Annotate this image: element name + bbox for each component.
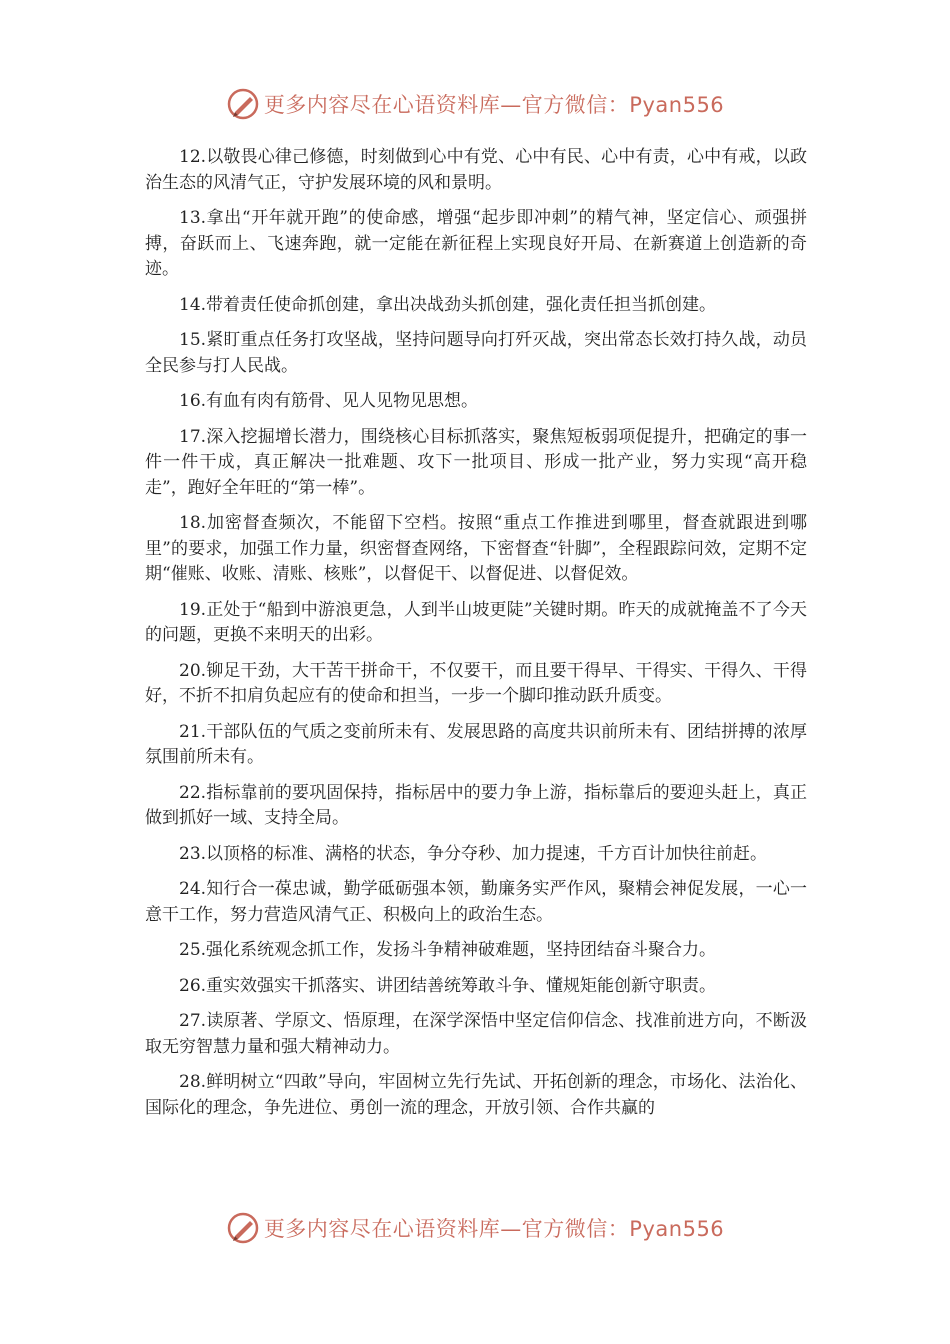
pen-logo-icon — [226, 87, 260, 121]
paragraph: 12.以敬畏心律己修德，时刻做到心中有党、心中有民、心中有责，心中有戒，以政治生态的风清气正，守护发展环境的风和景明。 — [145, 147, 807, 193]
paragraph: 16.有血有肉有筋骨、见人见物见思想。 — [179, 391, 479, 411]
document-body — [145, 145, 807, 1131]
paragraph: 25.强化系统观念抓工作，发扬斗争精神破难题，坚持团结奋斗聚合力。 — [179, 940, 717, 960]
paragraph: 18.加密督查频次，不能留下空档。按照“重点工作推进到哪里，督查就跟进到哪里”的要求，加强工作力量，织密督查网络，下密督查“针脚”，全程跟踪问效，定期不定期“催账、收账、清账、核账”，以督促干、以督促进、以督促效。 — [145, 513, 807, 584]
pen-logo-icon — [226, 1211, 260, 1245]
paragraph: 24.知行合一葆忠诚，勤学砥砺强本领，勤廉务实严作风，聚精会神促发展，一心一意干工作，努力营造风清气正、积极向上的政治生态。 — [145, 879, 807, 925]
paragraph: 27.读原著、学原文、悟原理，在深学深悟中坚定信仰信念、找准前进方向，不断汲取无穷智慧力量和强大精神动力。 — [145, 1011, 807, 1057]
paragraph: 14.带着责任使命抓创建，拿出决战劲头抓创建，强化责任担当抓创建。 — [179, 294, 717, 315]
paragraph: 28.鲜明树立“四敢”导向，牢固树立先行先试、开拓创新的理念，市场化、法治化、国际化的理念，争先进位、勇创一流的理念，开放引领、合作共赢的 — [145, 1072, 807, 1118]
header-banner — [0, 84, 950, 124]
paragraph: 20.铆足干劲，大干苦干拼命干，不仅要干，而且要干得早、干得实、干得久、干得好，不折不扣肩负起应有的使命和担当，一步一个脚印推动跃升质变。 — [145, 660, 807, 706]
paragraph: 17.深入挖掘增长潜力，围绕核心目标抓落实，聚焦短板弱项促提升，把确定的事一件一件干成，真正解决一批难题、攻下一批项目、形成一批产业，努力实现“高开稳走”，跑好全年旺的“第一棒”。 — [145, 426, 807, 498]
paragraph: 21.干部队伍的气质之变前所未有、发展思路的高度共识前所未有、团结拼搏的浓厚氛围前所未有。 — [145, 721, 807, 767]
paragraph: 22.指标靠前的要巩固保持，指标居中的要力争上游，指标靠后的要迎头赶上，真正做到抓好一域、支持全局。 — [145, 782, 807, 828]
footer-banner-text: 更多内容尽在心语资料库—官方微信：Pyan556 — [263, 1217, 725, 1241]
paragraph: 26.重实效强实干抓落实、讲团结善统筹敢斗争、懂规矩能创新守职责。 — [179, 975, 717, 996]
paragraph: 19.正处于“船到中游浪更急，人到半山坡更陡”关键时期。昨天的成就掩盖不了今天的问题，更换不来明天的出彩。 — [145, 599, 807, 645]
paragraph: 23.以顶格的标准、满格的状态，争分夺秒、加力提速，千方百计加快往前赶。 — [179, 843, 768, 864]
header-banner-text: 更多内容尽在心语资料库—官方微信：Pyan556 — [263, 93, 725, 117]
paragraph: 15.紧盯重点任务打攻坚战，坚持问题导向打歼灭战，突出常态长效打持久战，动员全民参与打人民战。 — [145, 330, 807, 376]
footer-banner — [0, 1208, 950, 1248]
paragraph: 13.拿出“开年就开跑”的使命感，增强“起步即冲刺”的精气神，坚定信心、顽强拼搏，奋跃而上、飞速奔跑，就一定能在新征程上实现良好开局、在新赛道上创造新的奇迹。 — [145, 208, 807, 279]
